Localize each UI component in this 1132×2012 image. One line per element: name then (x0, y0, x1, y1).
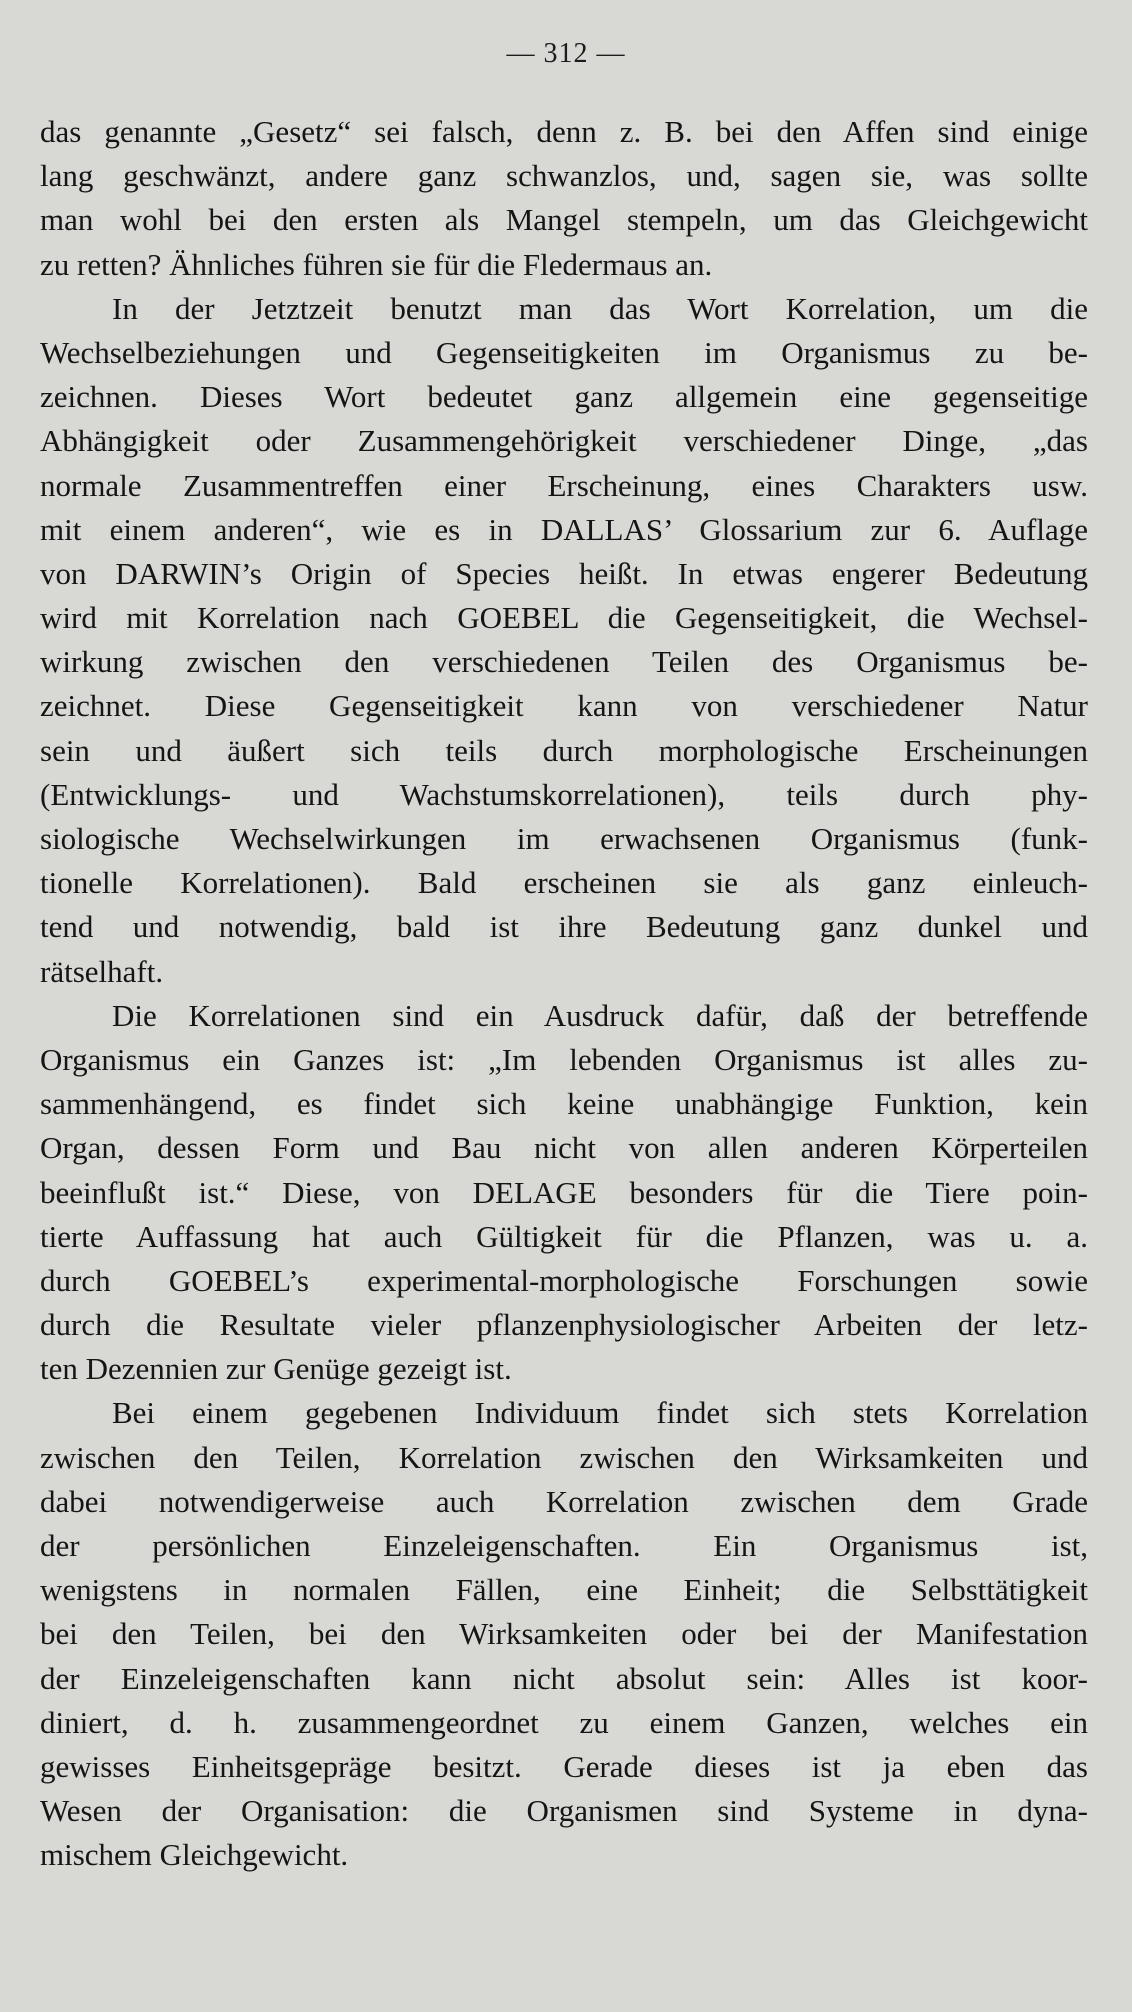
text-line: In der Jetztzeit benutzt man das Wort Korrelation, um die (112, 290, 1088, 326)
text-line: der Einzeleigenschaften kann nicht absolut sein: Alles ist koor- (40, 1660, 1088, 1696)
text-line: tend und notwendig, bald ist ihre Bedeutung ganz dunkel und (40, 909, 1088, 945)
text-line: Die Korrelationen sind ein Ausdruck dafür, daß der betreffende (112, 997, 1088, 1033)
text-line: bei den Teilen, bei den Wirksamkeiten oder bei der Manifestation (40, 1616, 1088, 1652)
text-line: normale Zusammentreffen einer Erscheinung, eines Charakters usw. (40, 467, 1088, 503)
paragraph (40, 1391, 1088, 1877)
text-line: Wechselbeziehungen und Gegenseitigkeiten im Organismus zu be- (40, 334, 1088, 370)
text-line: mischem Gleichgewicht. (40, 1837, 349, 1873)
text-line: lang geschwänzt, andere ganz schwanzlos, und, sagen sie, was sollte (40, 158, 1088, 194)
body-text (40, 110, 1088, 1878)
text-line: durch GOEBEL’s experimental-morphologische Forschungen sowie (40, 1262, 1088, 1298)
text-line: siologische Wechselwirkungen im erwachsenen Organismus (funk- (40, 821, 1088, 856)
text-line: Organismus ein Ganzes ist: „Im lebenden Organismus ist alles zu- (40, 1041, 1088, 1077)
page-number-header: — 312 — (506, 38, 626, 69)
paragraph (40, 994, 1088, 1392)
paragraph (40, 287, 1088, 994)
text-line: sammenhängend, es findet sich keine unabhängige Funktion, kein (40, 1086, 1088, 1122)
text-line: wenigstens in normalen Fällen, eine Einheit; die Selbsttätigkeit (40, 1572, 1088, 1608)
text-line: Bei einem gegebenen Individuum findet sich stets Korrelation (112, 1395, 1088, 1431)
text-line: zwischen den Teilen, Korrelation zwischen den Wirksamkeiten und (40, 1439, 1088, 1475)
text-line: zu retten? Ähnliches führen sie für die Fledermaus an. (40, 246, 713, 282)
text-line: man wohl bei den ersten als Mangel stempeln, um das Gleichgewicht (40, 202, 1088, 238)
text-line: wird mit Korrelation nach GOEBEL die Gegenseitigkeit, die Wechsel- (40, 600, 1088, 636)
text-line: tierte Auffassung hat auch Gültigkeit für die Pflanzen, was u. a. (40, 1218, 1088, 1254)
text-line: gewisses Einheitsgepräge besitzt. Gerade dieses ist ja eben das (40, 1748, 1088, 1784)
text-line: durch die Resultate vieler pflanzenphysiologischer Arbeiten der letz- (40, 1307, 1088, 1343)
text-line: das genannte „Gesetz“ sei falsch, denn z. B. bei den Affen sind einige (40, 114, 1088, 149)
text-line: Organ, dessen Form und Bau nicht von allen anderen Körperteilen (40, 1130, 1088, 1166)
text-line: zeichnet. Diese Gegenseitigkeit kann von verschiedener Natur (40, 688, 1088, 724)
text-line: von DARWIN’s Origin of Species heißt. In etwas engerer Bedeutung (40, 555, 1088, 591)
text-line: beeinflußt ist.“ Diese, von DELAGE besonders für die Tiere poin- (40, 1174, 1088, 1210)
text-line: sein und äußert sich teils durch morphologische Erscheinungen (40, 732, 1088, 768)
paragraph (40, 110, 1088, 287)
text-line: mit einem anderen“, wie es in DALLAS’ Glossarium zur 6. Auflage (40, 511, 1088, 547)
text-line: (Entwicklungs- und Wachstumskorrelationen), teils durch phy- (40, 776, 1088, 812)
text-line: tionelle Korrelationen). Bald erscheinen sie als ganz einleuch- (40, 865, 1088, 901)
text-line: diniert, d. h. zusammengeordnet zu einem Ganzen, welches ein (40, 1704, 1088, 1740)
text-line: dabei notwendigerweise auch Korrelation zwischen dem Grade (40, 1483, 1088, 1519)
text-line: wirkung zwischen den verschiedenen Teilen des Organismus be- (40, 644, 1088, 680)
text-line: ten Dezennien zur Genüge gezeigt ist. (40, 1351, 512, 1387)
text-line: Wesen der Organisation: die Organismen sind Systeme in dyna- (40, 1793, 1088, 1829)
text-line: zeichnen. Dieses Wort bedeutet ganz allgemein eine gegenseitige (40, 379, 1088, 415)
text-line: Abhängigkeit oder Zusammengehörigkeit verschiedener Dinge, „das (40, 423, 1088, 459)
text-line: rätselhaft. (40, 953, 164, 989)
text-line: der persönlichen Einzeleigenschaften. Ein Organismus ist, (40, 1528, 1088, 1563)
